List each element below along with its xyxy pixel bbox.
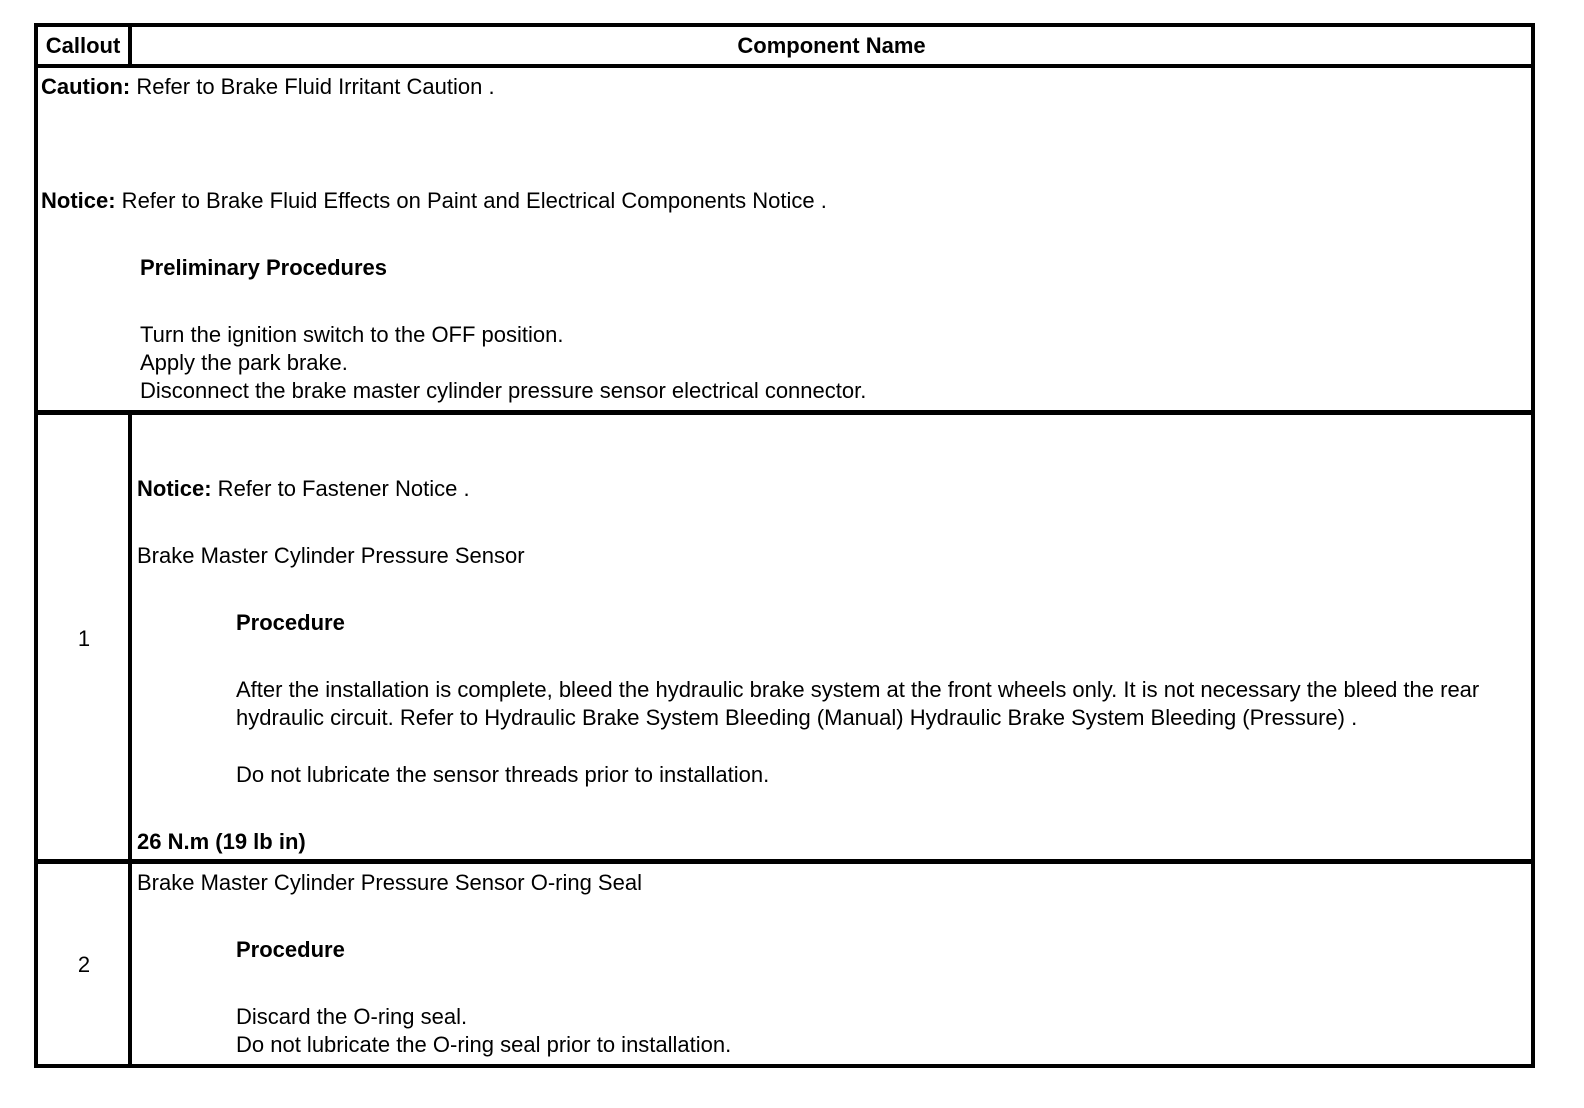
fastener-notice	[137, 475, 470, 503]
row1-divider	[34, 859, 1535, 864]
procedure-title-2: Procedure	[236, 937, 345, 962]
torque-spec: 26 N.m (19 lb in)	[137, 829, 306, 854]
callout-column-header: Callout	[45, 33, 121, 58]
procedure-step: Discard the O-ring seal.	[236, 1004, 468, 1029]
notice-label: Notice:	[41, 188, 116, 213]
preliminary-step: Disconnect the brake master cylinder pressure sensor electrical connector.	[140, 378, 867, 403]
general-row-divider	[34, 410, 1535, 415]
callout-number-1: 1	[77, 626, 91, 651]
preliminary-step: Turn the ignition switch to the OFF position.	[140, 322, 564, 347]
component-name-2: Brake Master Cylinder Pressure Sensor O-ring Seal	[137, 870, 642, 895]
procedure-step: Do not lubricate the sensor threads prior to installation.	[236, 762, 770, 787]
table-border-right	[1531, 23, 1535, 1068]
procedure-step: Do not lubricate the O-ring seal prior to installation.	[236, 1032, 732, 1057]
caution-note	[41, 73, 495, 101]
table-border-left	[34, 23, 38, 1068]
callout-number-2: 2	[77, 952, 91, 977]
procedure-step: After the installation is complete, bleed the hydraulic brake system at the front wheels only. It is not necessary the bleed the rear hydraulic circuit. Refer to Hydraulic Brake System Bleeding (Manual) Hydraulic Brake System Bleeding (Pressure) .	[236, 677, 1480, 730]
preliminary-step: Apply the park brake.	[140, 350, 348, 375]
table-border-bottom	[34, 1064, 1535, 1068]
component-name-column-header: Component Name	[737, 33, 926, 58]
fastener-notice-label: Notice:	[137, 476, 212, 501]
notice-text: Refer to Brake Fluid Effects on Paint and Electrical Components Notice .	[115, 188, 827, 213]
caution-label: Caution:	[41, 74, 131, 99]
header-divider	[34, 64, 1535, 68]
component-name-1: Brake Master Cylinder Pressure Sensor	[137, 543, 525, 568]
preliminary-procedures-title: Preliminary Procedures	[140, 255, 388, 280]
procedure-title-1: Procedure	[236, 610, 345, 635]
fastener-notice-text: Refer to Fastener Notice .	[211, 476, 470, 501]
caution-text: Refer to Brake Fluid Irritant Caution .	[130, 74, 495, 99]
notice-note	[41, 187, 827, 215]
table-border-top	[34, 23, 1535, 27]
